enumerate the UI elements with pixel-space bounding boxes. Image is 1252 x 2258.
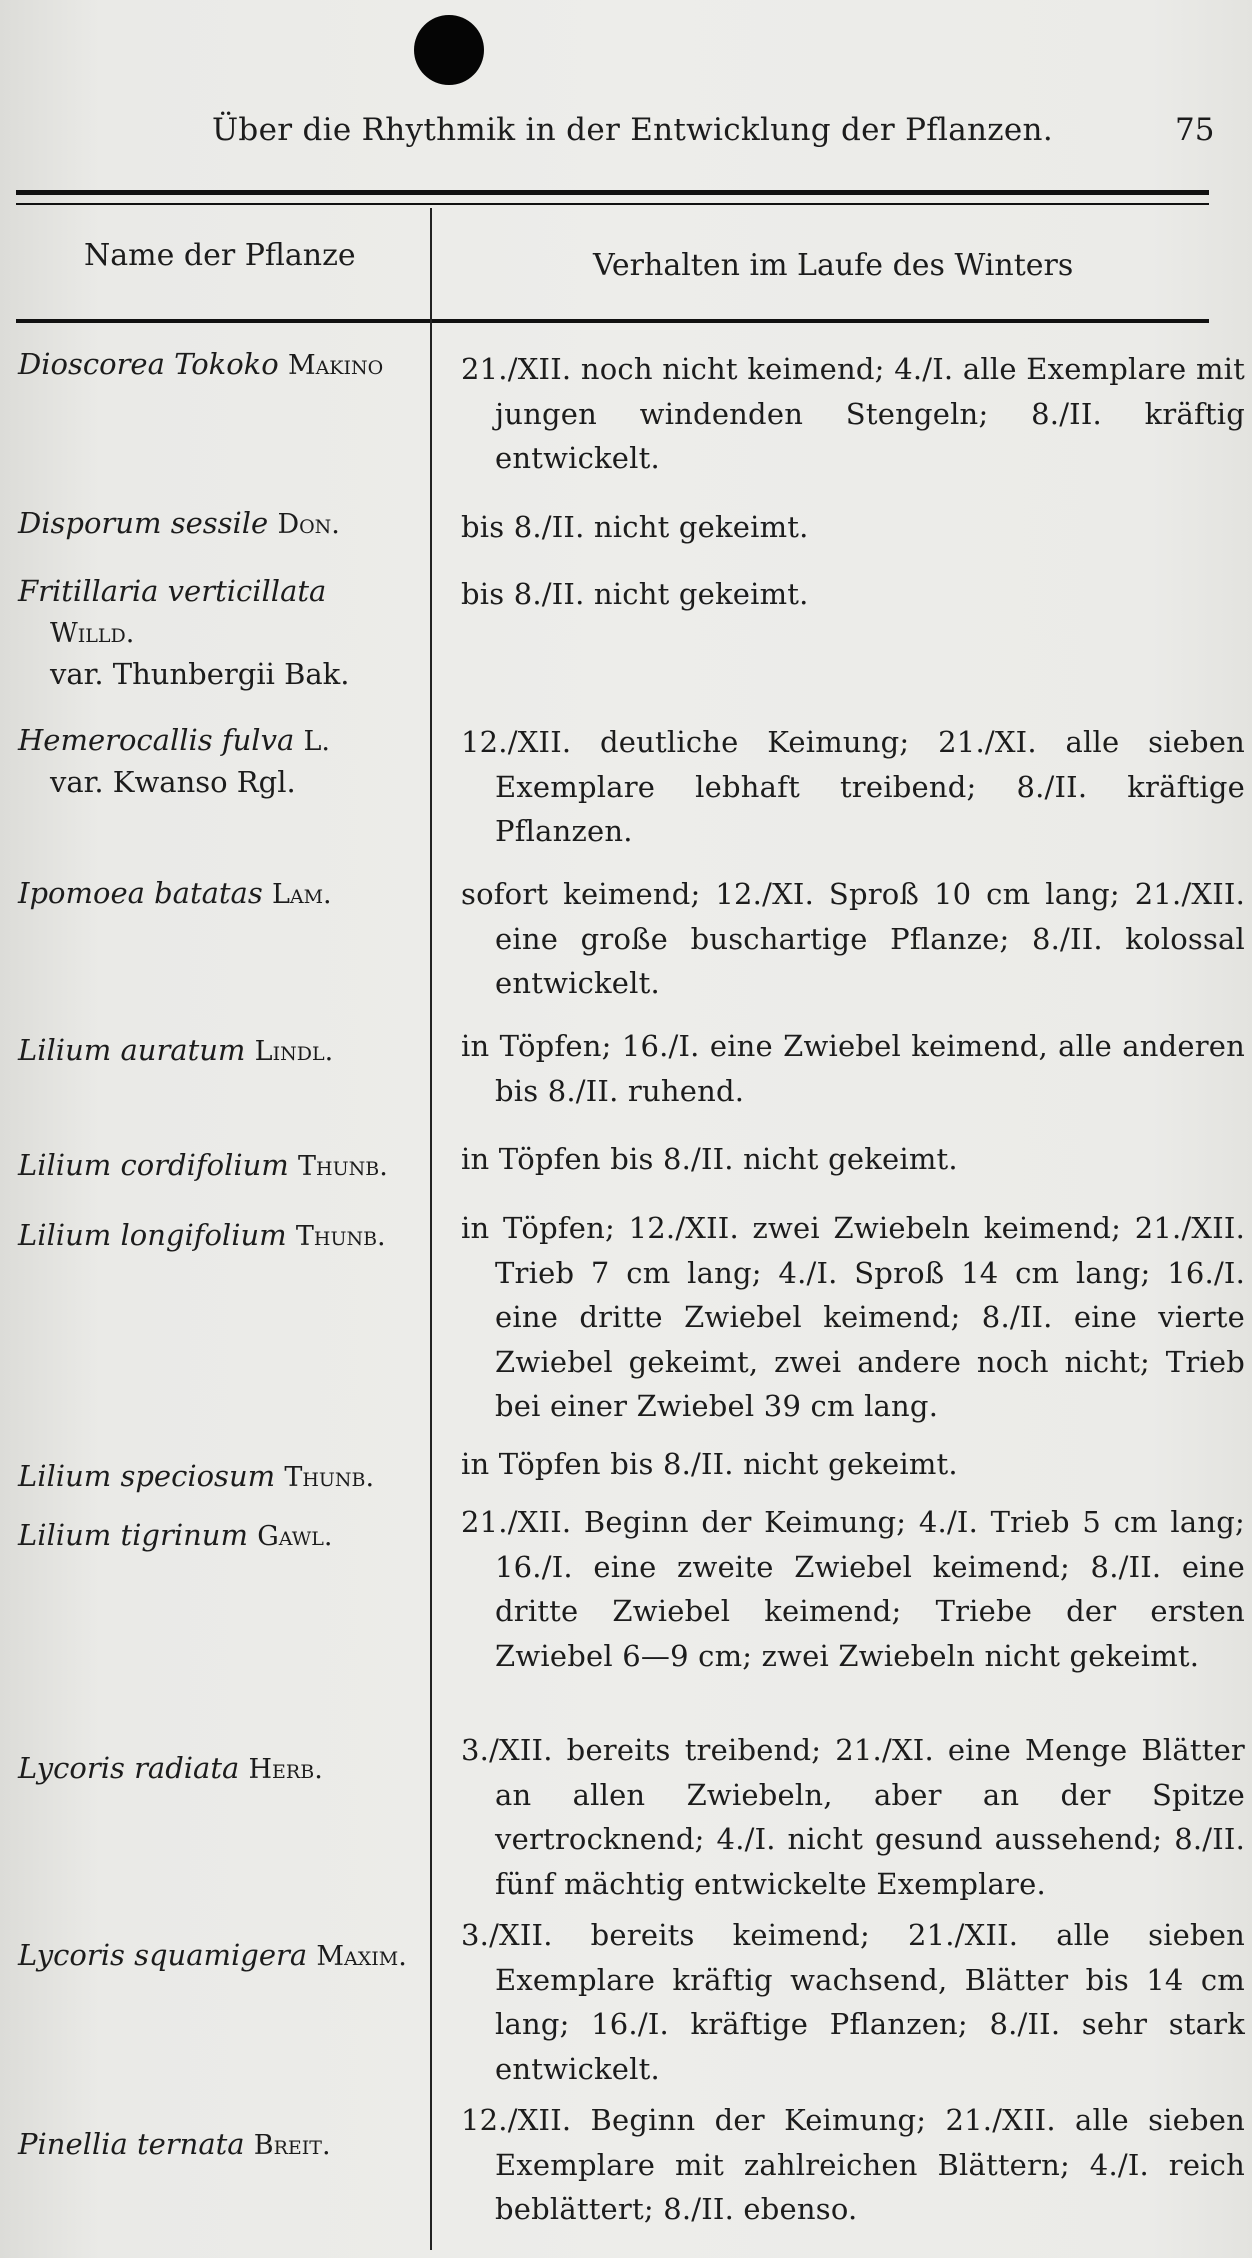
winter-behaviour-cell: 21./XII. Beginn der Keimung; 4./I. Trieb 5 cm lang; 16./I. eine zweite Zwiebel keimend; 8./II. eine dritte Zwiebel keimend; Triebe der ersten Zwiebel 6—9 cm; zwei Zwiebeln nicht gekeimt. [461, 1505, 1245, 1673]
plant-name-cell [18, 1748, 423, 1790]
plant-author: Thunb. [284, 1462, 375, 1493]
winter-behaviour-cell: 3./XII. bereits keimend; 21./XII. alle sieben Exemplare kräftig wachsend, Blätter bis 14 cm lang; 16./I. kräftige Pflanzen; 8./II. sehr stark entwickelt. [461, 1918, 1245, 2086]
plant-name: Lilium cordifolium [18, 1148, 289, 1182]
column-divider [430, 208, 432, 2250]
plant-name: Lilium longifolium [18, 1218, 287, 1252]
plant-author: Lam. [271, 879, 332, 910]
plant-author: Makino [287, 350, 384, 381]
column-header-winter-behaviour: Verhalten im Laufe des Winters [593, 248, 1074, 283]
plant-author: Gawl. [257, 1521, 333, 1552]
plant-name-cell [18, 571, 423, 695]
plant-name-cell [18, 503, 423, 545]
plant-name: Lycoris radiata [18, 1751, 240, 1785]
plant-name-cell [18, 873, 423, 915]
plant-name-cell [18, 2124, 423, 2166]
winter-behaviour-cell: 21./XII. noch nicht keimend; 4./I. alle Exemplare mit jungen windenden Stengeln; 8./II. kräftig entwickelt. [461, 352, 1245, 475]
plant-name-cell [18, 1215, 423, 1257]
plant-name: Disporum sessile [18, 506, 269, 540]
plant-name-cell [18, 344, 423, 386]
winter-behaviour-cell: in Töpfen; 16./I. eine Zwiebel keimend, alle anderen bis 8./II. ruhend. [461, 1029, 1245, 1108]
plant-name-cell [18, 1145, 423, 1187]
plant-name: Dioscorea Tokoko [18, 347, 279, 381]
plant-name-cell [18, 1515, 423, 1557]
plant-author: Breit. [253, 2130, 331, 2161]
winter-behaviour-cell: bis 8./II. nicht gekeimt. [461, 510, 809, 544]
plant-author: Maxim. [316, 1941, 407, 1972]
winter-behaviour-cell: in Töpfen bis 8./II. nicht gekeimt. [461, 1447, 958, 1481]
plant-name: Lilium auratum [18, 1033, 246, 1067]
running-title: Über die Rhythmik in der Entwicklung der Pflanzen. [212, 112, 1053, 148]
winter-behaviour-cell: 3./XII. bereits treibend; 21./XI. eine Menge Blätter an allen Zwiebeln, aber an der Spitze vertrocknend; 4./I. nicht gesund aussehend; 8./II. fünf mächtig entwickelte Exemplare. [461, 1733, 1245, 1901]
table-top-rule [16, 190, 1209, 195]
page-number: 75 [1175, 112, 1215, 148]
plant-name: Lilium speciosum [18, 1459, 276, 1493]
winter-behaviour-cell: in Töpfen bis 8./II. nicht gekeimt. [461, 1142, 958, 1176]
winter-behaviour-cell: 12./XII. deutliche Keimung; 21./XI. alle sieben Exemplare lebhaft treibend; 8./II. kräftige Pflanzen. [461, 725, 1245, 848]
plant-name-cell [18, 1030, 423, 1072]
plant-name: Hemerocallis fulva [18, 723, 295, 757]
winter-behaviour-cell: sofort keimend; 12./XI. Sproß 10 cm lang; 21./XII. eine große buschartige Pflanze; 8./II. kolossal entwickelt. [461, 877, 1245, 1000]
plant-name-cell [18, 720, 423, 803]
plant-name: Lilium tigrinum [18, 1518, 248, 1552]
table-header-rule [16, 319, 1209, 323]
plant-author: Lindl. [254, 1036, 334, 1067]
winter-behaviour-cell: bis 8./II. nicht gekeimt. [461, 577, 809, 611]
plant-author: Don. [277, 509, 340, 540]
winter-behaviour-cell: in Töpfen; 12./XII. zwei Zwiebeln keimend; 21./XII. Trieb 7 cm lang; 4./I. Sproß 14 cm lang; 16./I. eine dritte Zwiebel keimend; 8./II. eine vierte Zwiebel gekeimt, zwei andere noch nicht; Trieb bei einer Zwiebel 39 cm lang. [461, 1211, 1245, 1423]
plant-author: Willd. [50, 618, 135, 649]
plant-name: Fritillaria verticillata [18, 574, 327, 608]
plant-author: Thunb. [295, 1221, 386, 1252]
plant-name: Pinellia ternata [18, 2127, 245, 2161]
plant-author: Thunb. [298, 1151, 388, 1182]
plant-author: L. [303, 726, 330, 757]
plant-name: Lycoris squamigera [18, 1938, 308, 1972]
plant-variety: var. Kwanso Rgl. [50, 765, 296, 799]
table-top-rule-thin [16, 203, 1209, 205]
plant-name: Ipomoea batatas [18, 876, 263, 910]
plant-author: Herb. [248, 1754, 323, 1785]
plant-name-cell [18, 1456, 423, 1498]
plant-variety: var. Thunbergii Bak. [50, 657, 350, 691]
plant-name-cell [18, 1935, 423, 1977]
column-header-plant-name: Name der Pflanze [84, 238, 356, 273]
winter-behaviour-cell: 12./XII. Beginn der Keimung; 21./XII. alle sieben Exemplare mit zahlreichen Blättern; 4./I. reich beblättert; 8./II. ebenso. [461, 2103, 1245, 2226]
punch-hole [414, 15, 484, 85]
